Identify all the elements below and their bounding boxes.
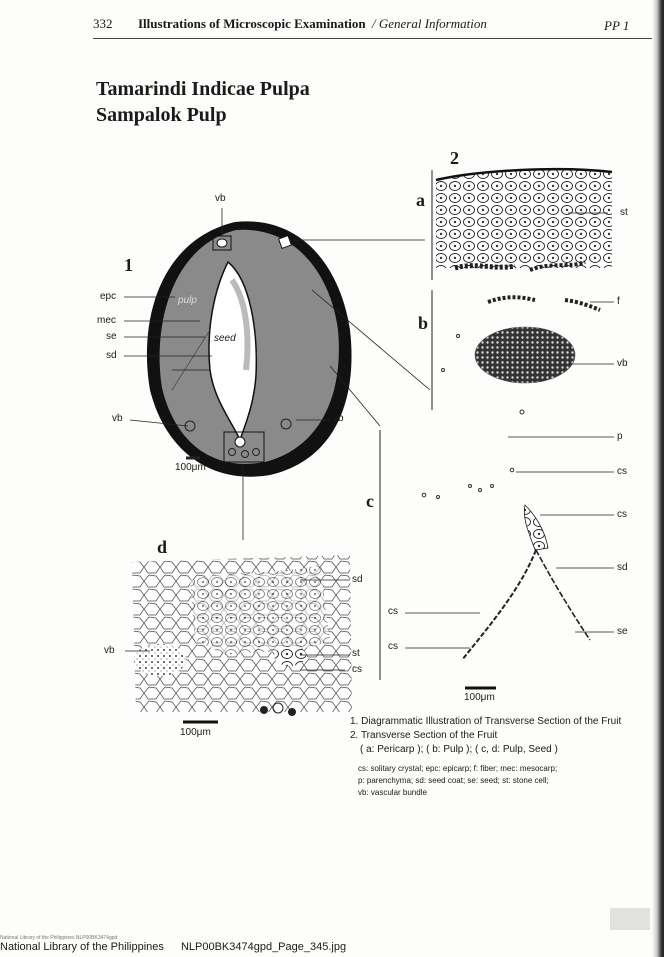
panel-c-label-se: se: [617, 626, 628, 637]
legend-line-2: p: parenchyma; sd: seed coat; se: seed; st: stone cell;: [358, 776, 549, 785]
panel-d-label-vb: vb: [104, 645, 115, 656]
panel-c-label-cs2: cs: [617, 509, 627, 520]
panel-a-pericarp: [432, 169, 612, 280]
fig1-label-seed: seed: [214, 333, 236, 344]
panel-d-label-st: st: [352, 648, 360, 659]
footer-fine-print: National Library of the Philippines NLP00BK3474gpd: [0, 935, 118, 941]
panel-b-letter: b: [418, 313, 429, 333]
book-title: Illustrations of Microscopic Examination: [138, 16, 366, 31]
fruit-cross-section: [147, 221, 352, 476]
panel-d-label-cs: cs: [352, 664, 362, 675]
panel-c-letter: c: [366, 491, 374, 511]
fig1-label-vb-top: vb: [215, 193, 226, 204]
page-number: 332: [93, 16, 113, 31]
figure2-number: 2: [450, 148, 459, 168]
footer-file-name: NLP00BK3474gpd_Page_345.jpg: [180, 941, 347, 953]
fig1-label-se: se: [106, 331, 117, 342]
fig1-label-epc: epc: [100, 291, 117, 302]
fig1-scale: 100μm: [175, 462, 206, 473]
caption-line-3: ( a: Pericarp ); ( b: Pulp ); ( c, d: Pulp, Seed ): [360, 744, 558, 755]
panel-c-label-cs1: cs: [617, 466, 627, 477]
panel-c-scale: 100μm: [464, 692, 495, 703]
panel-a-letter: a: [416, 190, 425, 210]
caption-line-2: 2. Transverse Section of the Fruit: [350, 730, 498, 741]
panel-b-pulp: [432, 290, 614, 414]
panel-b-label-vb: vb: [617, 358, 628, 369]
caption-line-1: 1. Diagrammatic Illustration of Transverse Section of the Fruit: [350, 716, 622, 727]
panel-d-letter: d: [157, 537, 168, 557]
panel-d-tissue: [125, 555, 352, 722]
figure1-number: 1: [124, 255, 133, 275]
title-latin: Tamarindi Indicae Pulpa: [96, 78, 310, 100]
panel-c-label-p: p: [617, 431, 623, 442]
panel-d-label-sd: sd: [352, 574, 363, 585]
fig1-label-mec: mec: [97, 315, 116, 326]
panel-c-label-sd: sd: [617, 562, 628, 573]
footer-library: [0, 941, 346, 953]
legend-line-1: cs: solitary crystal; epc: epicarp; f: fiber; mec: mesocarp;: [358, 764, 558, 773]
fig1-label-sd: sd: [106, 350, 117, 361]
fig1-label-pulp: pulp: [178, 295, 197, 306]
scan-smudge: [610, 908, 650, 930]
legend-line-3: vb: vascular bundle: [358, 788, 427, 797]
panel-b-label-f: f: [617, 296, 620, 307]
section-label: / General Information: [372, 16, 487, 31]
title-common: Sampalok Pulp: [96, 104, 227, 126]
footer-library-name: National Library of the Philippines: [0, 941, 164, 953]
panel-a-label-st: st: [620, 207, 628, 218]
plate-code: PP 1: [604, 18, 630, 33]
panel-c-label-cs4: cs: [388, 641, 398, 652]
fig1-label-vb-right: vb: [333, 413, 344, 424]
panel-d-scale: 100μm: [180, 727, 211, 738]
fig1-label-vb-left: vb: [112, 413, 123, 424]
panel-c-pulp-seed: [380, 430, 614, 688]
panel-c-label-cs3: cs: [388, 606, 398, 617]
